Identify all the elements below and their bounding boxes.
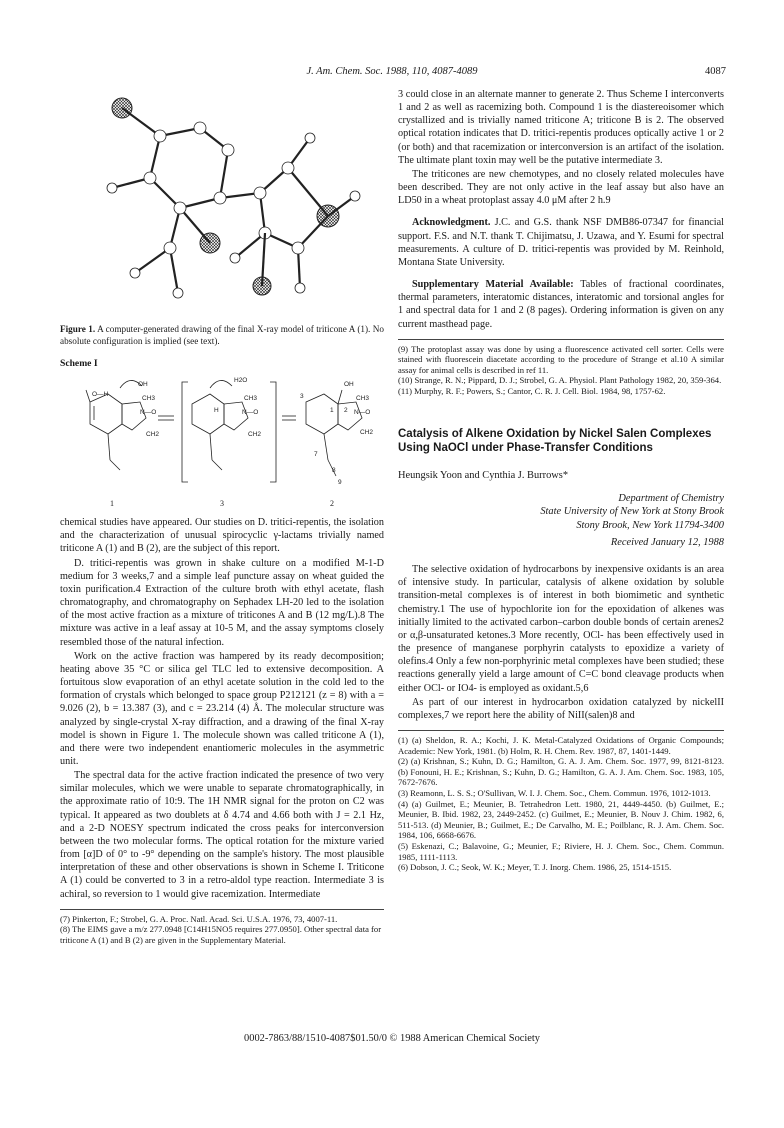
- footnote: (5) Eskenazi, C.; Balavoine, G.; Meunier, F.; Riviere, H. J. Chem. Soc., Chem. Commun. 1985, 1111-1113.: [398, 840, 724, 862]
- scheme-num8-label: 8: [332, 467, 336, 475]
- scheme-ch2-label-3: CH2: [360, 429, 374, 437]
- scheme-label: Scheme I: [60, 358, 98, 369]
- body-paragraph: The spectral data for the active fraction indicated the presence of two very similar molecules, which we were unable to separate chromatographically, in the approximate ratio of 10:9. The 1H NMR signal for the proton on C2 was typical. It appeared as two doublets at δ 4.74 and 4.66 both with J = 2.1 Hz, and a 2-D NOESY spectrum indicated the cross peaks for interconversion between the two molecular forms. The optical rotation for the mixture varied from [α]D of 0° to -9° depending on the sample's history. The most plausible interpretation of these and other observations is shown in Scheme I. Triticone A (1) could be converted to 3 in a retro-aldol type reaction. Intermediate 3 is achiral, so reversion to 1 would give racemization. Intermediate: [60, 770, 384, 900]
- scheme-num3-label: 3: [300, 393, 304, 401]
- xray-model-figure: [60, 88, 384, 320]
- scheme-num2-label: 2: [344, 407, 348, 415]
- body-paragraph: As part of our interest in hydrocarbon oxidation catalyzed by nickelII complexes,7 we report here the ability of NiII(salen)8 and: [398, 696, 724, 721]
- scheme-drawing: [60, 372, 384, 516]
- supplementary-material: [398, 278, 724, 331]
- scheme-oh-bond-label: O—H: [92, 391, 109, 399]
- body-paragraph: Work on the active fraction was hampered by its ready decomposition; heating above 35 °C or silica gel TLC led to extensive decomposition. A fortuitous slow evaporation of an ethyl acetate solution in the cold led to the formation of crystals which belonged to space group P212121 (z = 8) with a = 9.026 (2), b = 13.387 (3), and c = 23.214 (4) Å. The molecular structure was analyzed by single-crystal X-ray diffraction, and a drawing of the final X-ray model is shown in Figure 1. The molecule shown was called triticone A (1), and there were two independent enantiomeric molecules in the asymmetric unit.: [60, 650, 384, 767]
- scheme-oh-label: OH: [138, 381, 148, 389]
- body-paragraph: The selective oxidation of hydrocarbons by inexpensive oxidants is an area of intensive study. In particular, catalysis of alkene oxidation by soluble transition-metal complexes is of interest in both biomimetic and synthetic chemistry.1 The use of hypochlorite ion for the epoxidation of alkenes was initially limited to the activated carbon–carbon double bonds of certain arenes2 or α,β-unsaturated ketones.3 More recently, OCl- has been effectively used in the presence of manganese porphyrin catalysts to epoxidize a variety of olefins.4 Only a few non-porphyrinic metal complexes have been studied; these reactions generally yield a large amount of C=C bond cleavage products when either OCl- or IO4- is employed as oxidant.5,6: [398, 564, 724, 694]
- scheme-ch3-label-1: CH3: [142, 395, 156, 403]
- page-footer: 0002-7863/88/1510-4087$01.50/0 © 1988 American Chemical Society: [244, 1033, 540, 1044]
- supplementary-text: Tables of fractional coordinates, thermal parameters, interatomic distances, interatomic and torsional angles for 1 and spectral data for 1 and 2 (8 pages). Ordering information is given on any current masthead page.: [398, 279, 724, 330]
- scheme-h-label: H: [214, 407, 219, 415]
- received-date: Received January 12, 1988: [610, 537, 724, 548]
- running-header: J. Am. Chem. Soc. 1988, 110, 4087-4089: [306, 66, 478, 77]
- compound-label-2: 2: [330, 499, 334, 509]
- scheme-num1-label: 1: [330, 407, 334, 415]
- scheme-ch2-label-2: CH2: [248, 431, 262, 439]
- scheme-no-label-1: N—O: [140, 409, 157, 417]
- compound-label-3: 3: [220, 499, 224, 509]
- footnote: (4) (a) Guilmet, E.; Meunier, B. Tetrahedron Lett. 1980, 21, 4449-4450. (b) Guilmet, E.; Meunier, B. Ibid. 1982, 23, 2449-2452. (c) Guilmet, E.; Meunier, B. Nouv J. Chim. 1982, 6, 511-513. (d) Meunier, B.; Guilmet, E.; De Carvalho, M. E.; Poilblanc, R. J. Am. Chem. Soc. 1984, 106, 6668-6676.: [398, 798, 724, 841]
- affiliation: [398, 492, 724, 532]
- affiliation-line: Department of Chemistry: [618, 492, 724, 504]
- footnote: (2) (a) Krishnan, S.; Kuhn, D. G.; Hamilton, G. A. J. Am. Chem. Soc. 1977, 99, 8121-8123. (b) Fonouni, H. E.; Krishnan, S.; Kuhn, D. G.; Hamilton, G. A. J. Am. Chem. Soc. 1983, 105, 7672-7676.: [398, 756, 724, 788]
- page-number: 4087: [705, 66, 726, 77]
- left-column: [60, 88, 384, 945]
- body-paragraph: 3 could close in an alternate manner to generate 2. Thus Scheme I interconverts 1 and 2 as well as racemizing both. Compound 1 is the diastereoisomer which crystallized and is trivially named triticone A; triticone B is 2. The observed optical rotation indicates that D. tritici-repentis produces optically active 1 or 2 (or both) and that racemization or interconversion is an artifact of the isolation. The ultimate plant toxin may well be the putative intermediate 3.: [398, 89, 724, 166]
- spacer: [398, 397, 724, 423]
- scheme-no-label-2: N—O: [242, 409, 259, 417]
- footnote-divider: [398, 339, 724, 340]
- affiliation-line: State University of New York at Stony Brook: [540, 506, 724, 518]
- right-column: [398, 88, 724, 873]
- spacer: [398, 549, 724, 563]
- scheme-figure: [60, 372, 384, 516]
- scheme-oh-label-2: OH: [344, 381, 354, 389]
- figure-caption: [60, 324, 384, 347]
- footnote-divider: [398, 730, 724, 731]
- figure-caption-text: A computer-generated drawing of the final X-ray model of triticone A (1). No absolute configuration is implied (see text).: [60, 324, 385, 346]
- affiliation-line: Stony Brook, New York 11794-3400: [576, 519, 724, 531]
- footnote: (9) The protoplast assay was done by using a fluorescence activated cell sorter. Cells were stained with fluorescein diacetate according to the procedure of Strange et al.10 A similar assay for animal cells is described in ref 11.: [398, 343, 724, 375]
- scheme-ch3-label-2: CH3: [244, 395, 258, 403]
- supplementary-label: Supplementary Material Available:: [412, 279, 574, 291]
- footnote: (10) Strange, R. N.; Pippard, D. J.; Strobel, G. A. Physiol. Plant Pathology 1982, 20, 359-364.: [398, 375, 722, 386]
- compound-label-1: 1: [110, 499, 114, 509]
- body-paragraph: chemical studies have appeared. Our studies on D. tritici-repentis, the isolation and the characterization of unusual spirocyclic γ-lactams trivially named triticone A (1) and B (2), are the subject of this report.: [60, 517, 384, 555]
- acknowledgment-label: Acknowledgment.: [412, 217, 491, 229]
- article-title: Catalysis of Alkene Oxidation by Nickel Salen Complexes Using NaOCl under Phase-Transfer Conditions: [398, 427, 712, 454]
- scheme-h2o-label: H2O: [234, 377, 248, 385]
- scheme-ch2-label-1: CH2: [146, 431, 160, 439]
- footnote: (11) Murphy, R. F.; Powers, S.; Cantor, C. R. J. Cell. Biol. 1984, 98, 1757-62.: [398, 386, 666, 397]
- footnote-divider: [60, 909, 384, 910]
- footnote: (3) Reamonn, L. S. S.; O'Sullivan, W. I. J. Chem. Soc., Chem. Commun. 1976, 1012-1013.: [398, 788, 711, 798]
- footnote: (1) (a) Sheldon, R. A.; Kochi, J. K. Metal-Catalyzed Oxidations of Organic Compounds; Academic: New York, 1981. (b) Holm, R. H. Chem. Rev. 1987, 87, 1401-1449.: [398, 735, 724, 756]
- body-paragraph: D. tritici-repentis was grown in shake culture on a modified M-1-D medium for 3 weeks,7 and a simple leaf puncture assay on wheat guided the toxin purification.4 Extraction of the culture broth with ethyl acetate, flash chromatography, and chromatography on Sephadex LH-20 led to the isolation of the most active fraction as a mixture of triticones A and B (12 mg/L).8 The mixture was active in a leaf assay at 10-5 M, and the assay symptoms closely resembled those of the natural infection.: [60, 557, 384, 648]
- spacer: [398, 270, 724, 278]
- article-authors: Heungsik Yoon and Cynthia J. Burrows*: [398, 469, 569, 481]
- figure-caption-label: Figure 1.: [60, 324, 96, 334]
- scheme-no-label-3: N—O: [354, 409, 371, 417]
- xray-model-drawing: [60, 88, 384, 320]
- spacer: [398, 208, 724, 216]
- footnote: (8) The EIMS gave a m/z 277.0948 [C14H15NO5 requires 277.0950]. Other spectral data for triticone A (1) and B (2) are given in the Supplementary Material.: [60, 924, 382, 945]
- scheme-ch3-label-3: CH3: [356, 395, 370, 403]
- scheme-num7-label: 7: [314, 451, 318, 459]
- body-paragraph: The triticones are new chemotypes, and no closely related molecules have been described. They are not only active in the leaf assay but also have an LD50 in a wheat protoplast assay 4.0 μM after 2 h.9: [398, 168, 724, 207]
- scheme-num9-label: 9: [338, 479, 342, 487]
- acknowledgment: [398, 216, 724, 269]
- footnote: (7) Pinkerton, F.; Strobel, G. A. Proc. Natl. Acad. Sci. U.S.A. 1976, 73, 4007-11.: [60, 913, 338, 924]
- acknowledgment-text: J.C. and G.S. thank NSF DMB86-07347 for financial support. F.S. and N.T. thank T. Chijimatsu, J. Uzawa, and Y. Esumi for spectral measurements. A culture of D. tritici-repentis was provided by M. Reinhold, Montana State University.: [398, 217, 724, 268]
- footnote: (6) Dobson, J. C.; Seok, W. K.; Meyer, T. J. Inorg. Chem. 1986, 25, 1514-1515.: [398, 862, 672, 873]
